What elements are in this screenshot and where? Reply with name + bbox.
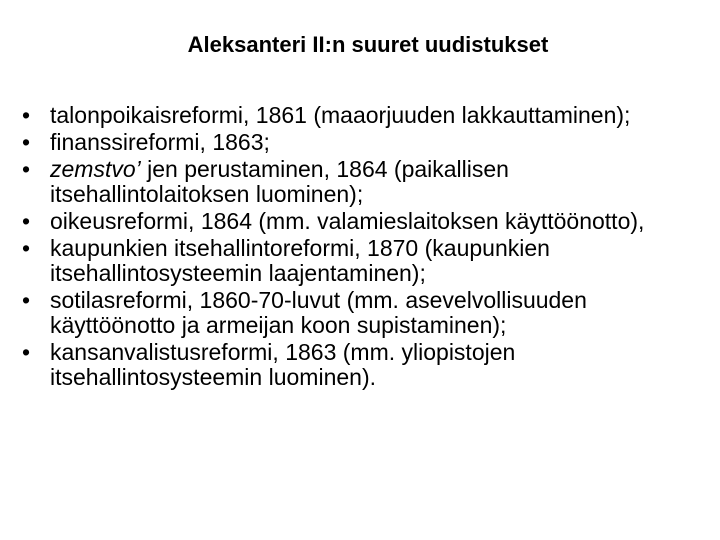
list-item xyxy=(22,340,712,390)
item-text: kaupunkien itsehallintoreformi, 1870 (kaupunkien itsehallintosysteemin laajentaminen); xyxy=(50,235,550,286)
item-text: jen perustaminen, 1864 (paikallisen itsehallintolaitoksen luominen); xyxy=(50,156,509,207)
list-item xyxy=(22,103,712,128)
item-text: talonpoikaisreformi, 1861 (maaorjuuden lakkauttaminen); xyxy=(50,102,631,128)
item-emphasis: zemstvo’ xyxy=(50,156,141,182)
item-text: kansanvalistusreformi, 1863 (mm. yliopistojen itsehallintosysteemin luominen). xyxy=(50,339,516,390)
bullet-icon: • xyxy=(22,287,31,313)
slide-title: Aleksanteri II:n suuret uudistukset xyxy=(187,32,549,57)
bullet-icon: • xyxy=(22,339,31,365)
list-item xyxy=(22,157,712,207)
item-text: oikeusreformi, 1864 (mm. valamieslaitoksen käyttöönotto), xyxy=(50,208,645,234)
bullet-icon: • xyxy=(22,156,31,182)
list-item xyxy=(22,288,712,338)
bullet-icon: • xyxy=(22,102,31,128)
list-item xyxy=(22,130,712,155)
item-text: sotilasreformi, 1860-70-luvut (mm. asevelvollisuuden käyttöönotto ja armeijan koon supistaminen); xyxy=(50,287,587,338)
bullet-icon: • xyxy=(22,129,31,155)
item-text: finanssireformi, 1863; xyxy=(50,129,270,155)
bullet-icon: • xyxy=(22,208,31,234)
reform-list xyxy=(22,103,712,392)
bullet-icon: • xyxy=(22,235,31,261)
list-item xyxy=(22,209,712,234)
list-item xyxy=(22,236,712,286)
